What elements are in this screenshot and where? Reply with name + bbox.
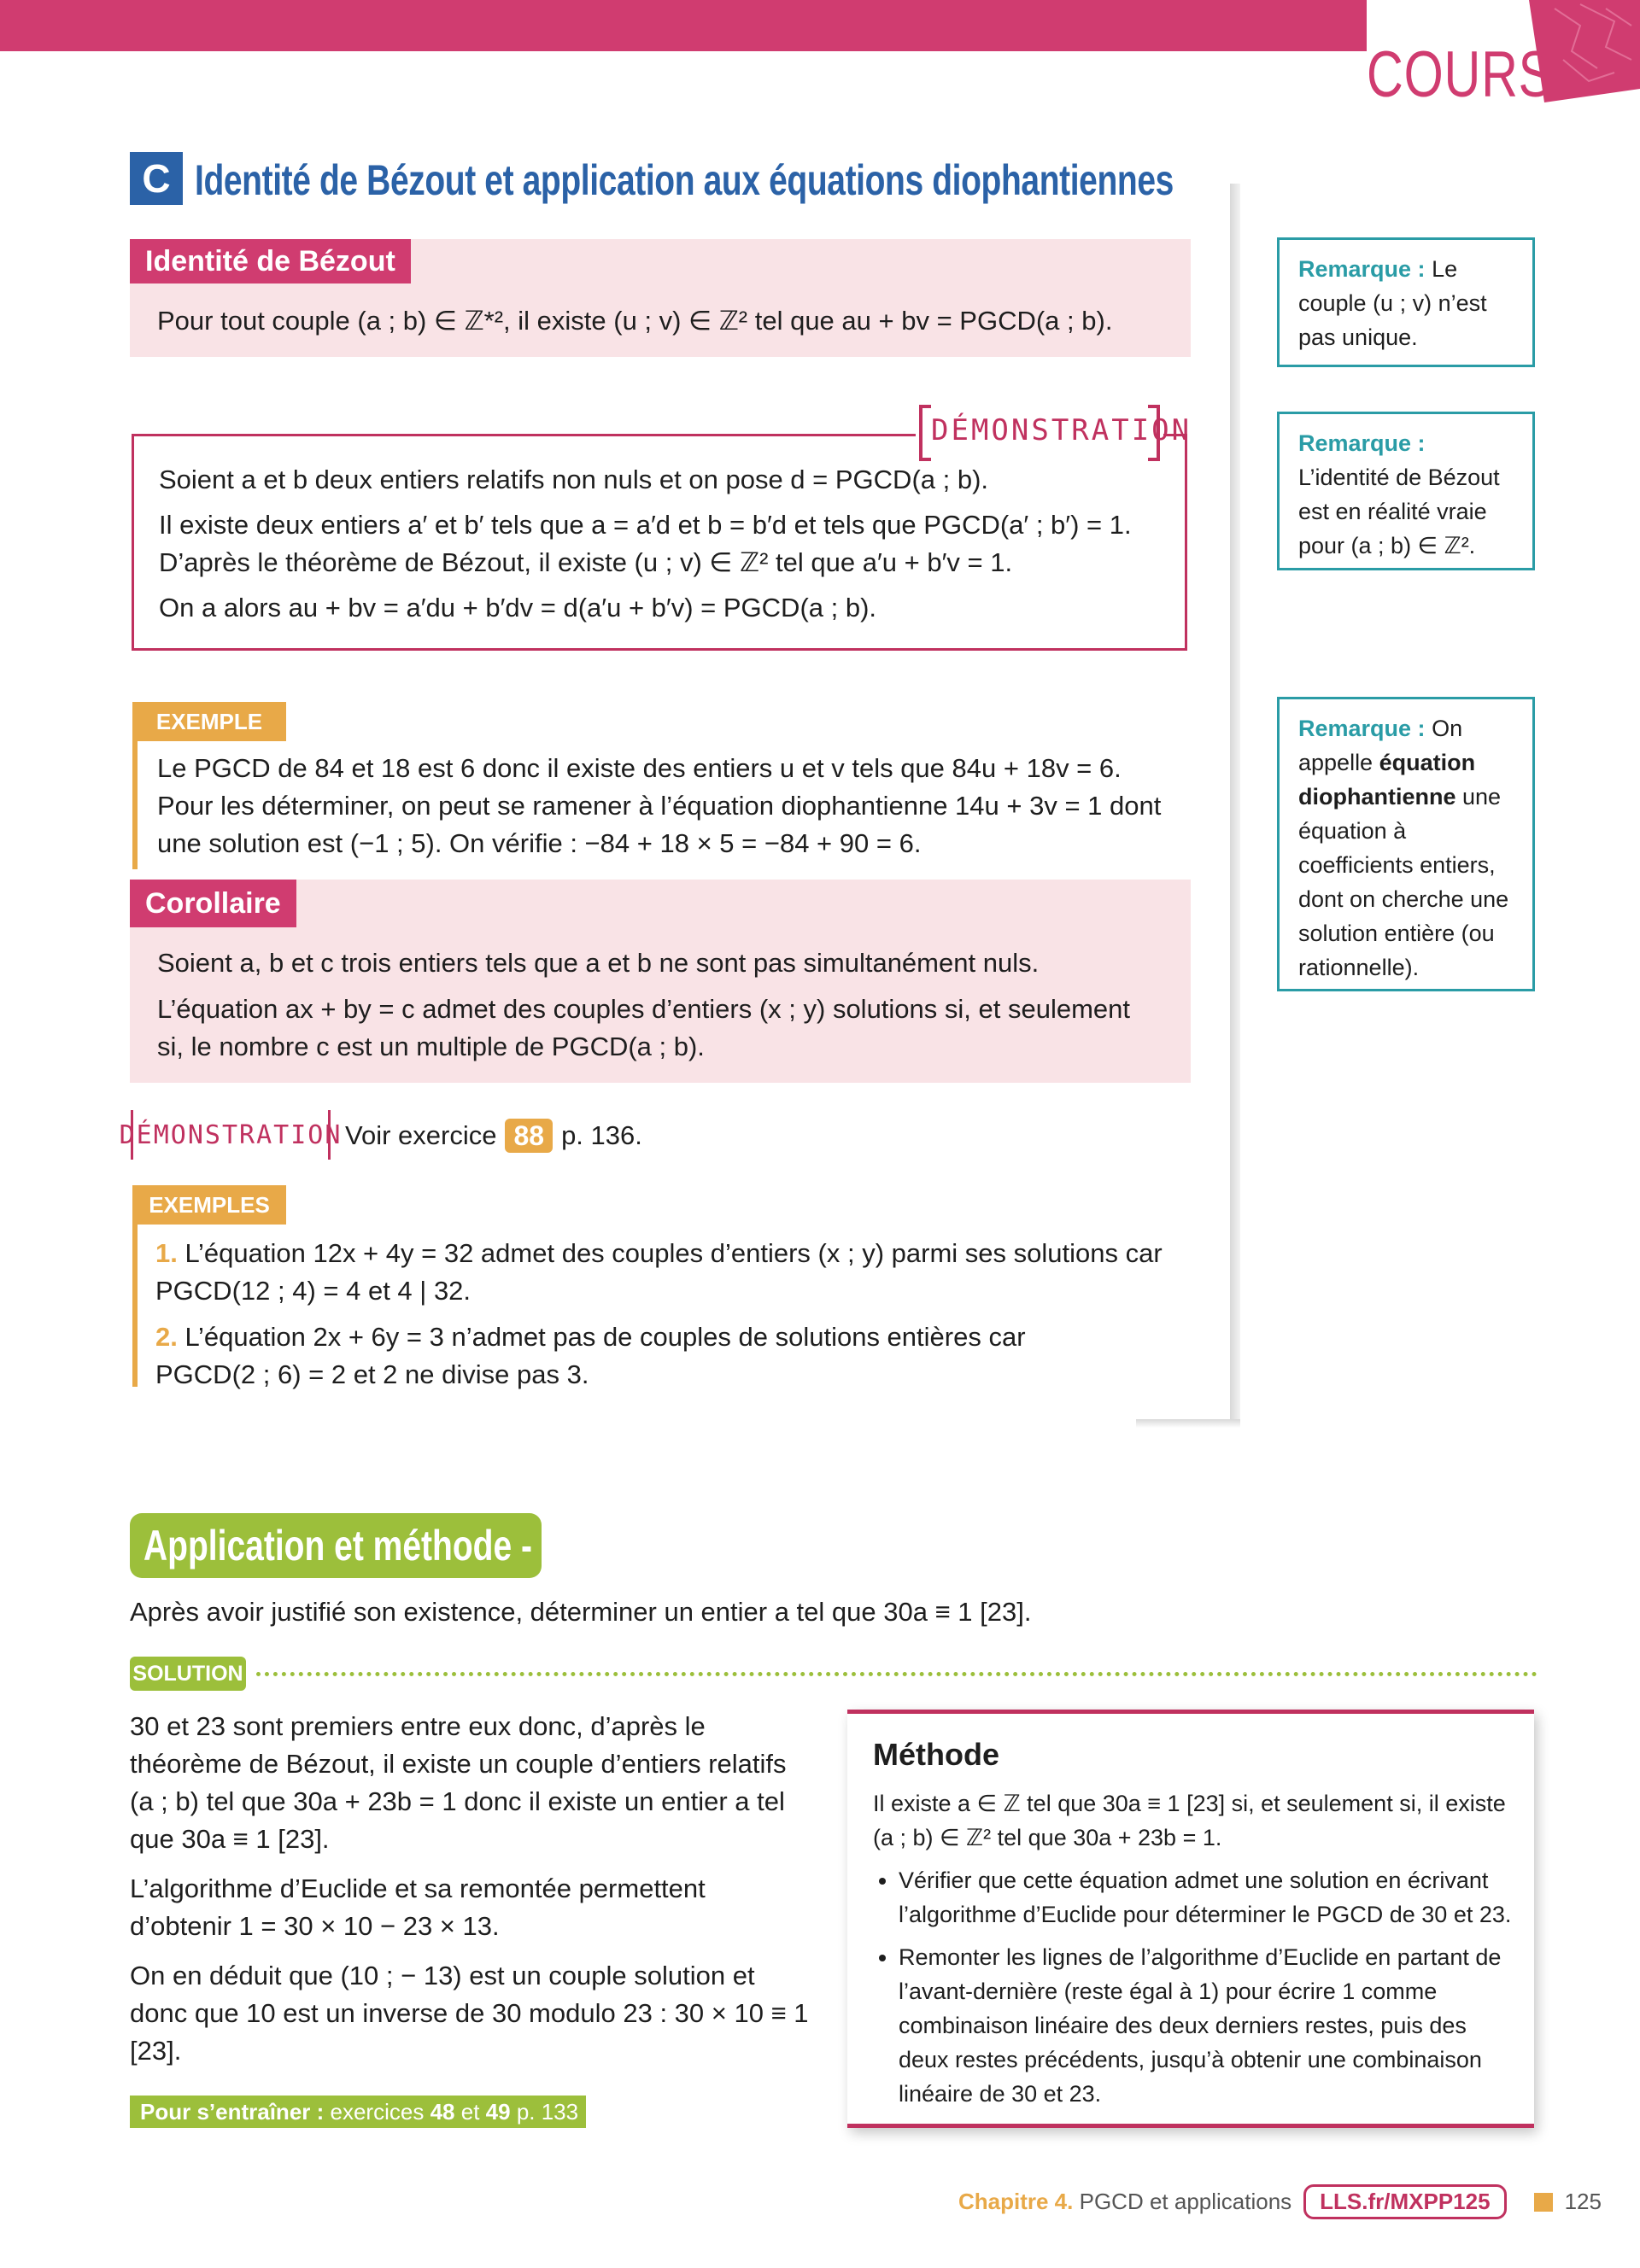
corollaire-text [157,944,1130,1074]
demonstration2-reference [345,1117,642,1154]
example-line: une solution est (−1 ; 5). On vérifie : −84 + 18 × 5 = −84 + 90 = 6. [157,828,922,858]
column-shadow-bottom [1136,1419,1240,1428]
remark-bold: équation diophantienne [1298,750,1476,810]
section-letter: C [130,152,183,205]
demo-line: D’après le théorème de Bézout, il existe (u ; v) ∈ ℤ² tel que a′u + b′v = 1. [159,547,1013,577]
training-text: exercices [330,2098,425,2125]
demonstration-text [159,461,1132,634]
example-line: Pour les déterminer, on peut se ramener à l’équation diophantienne 14u + 3v = 1 dont [157,791,1162,821]
cours-label: COURS [1367,38,1553,111]
footer-link[interactable]: LLS.fr/MXPP125 [1303,2184,1506,2219]
demonstration2-tag [119,1110,343,1160]
methode-body [873,1786,1522,2119]
example-number: 1. [155,1238,178,1268]
demo-line: Soient a et b deux entiers relatifs non nuls et on pose d = PGCD(a ; b). [159,465,989,494]
training-ex2[interactable]: 49 [485,2098,511,2125]
demonstration-tag-text: DÉMONSTRATION [931,413,1192,447]
remark-text: une équation à coefficients entiers, dont on cherche une solution entière (ou rationnelle). [1298,784,1509,980]
column-shadow [1230,184,1240,1426]
page-number: 125 [1564,2189,1602,2214]
demonstration2-tag-text: DÉMONSTRATION [119,1119,343,1150]
example-text [157,750,1161,862]
training-text: et [460,2098,480,2125]
demonstration-tag [916,401,1192,465]
example-item-cont: PGCD(12 ; 4) = 4 et 4 | 32. [155,1276,472,1306]
footer [958,2184,1602,2219]
training-ex1[interactable]: 48 [430,2098,455,2125]
example-item: L’équation 2x + 6y = 3 n’admet pas de couples de solutions entières car [184,1322,1026,1352]
example-number: 2. [155,1322,178,1352]
solution-paragraph: L’algorithme d’Euclide et sa remontée permettent d’obtenir 1 = 30 × 10 − 23 × 13. [130,1873,706,1941]
bezout-heading: Identité de Bézout [130,239,411,284]
solution-paragraph: 30 et 23 sont premiers entre eux donc, d’après le théorème de Bézout, il existe un couple d’entiers relatifs (a ; b) tel que 30a + 23b = 1 donc il existe un entier a tel que 30a ≡ 1 [23]. [130,1711,787,1854]
remark-box [1277,697,1535,991]
remark-label: Remarque : [1298,430,1426,456]
application-question: Après avoir justifié son existence, déterminer un entier a tel que 30a ≡ 1 [23]. [130,1597,1032,1627]
example-item: L’équation 12x + 4y = 32 admet des couples d’entiers (x ; y) parmi ses solutions car [184,1238,1163,1268]
exercise-88-link[interactable]: 88 [505,1119,553,1153]
remark-label: Remarque : [1298,716,1426,741]
training-page: p. 133 [516,2098,579,2125]
remark-box [1277,237,1535,367]
section-title: Identité de Bézout et application aux équations diophantiennes [195,156,1174,204]
demo-line: Il existe deux entiers a′ et b′ tels que a = a′d et b = b′d et tels que PGCD(a′ ; b′) = 1. [159,510,1132,540]
demonstration2-after: p. 136. [561,1120,642,1150]
application-title-text: Application et méthode - 6 [144,1522,560,1569]
remark-box [1277,412,1535,570]
footer-chapter-title: PGCD et applications [1079,2189,1292,2214]
corollaire-line: si, le nombre c est un multiple de PGCD(a ; b). [157,1032,705,1061]
footer-chapter-number: Chapitre 4. [958,2189,1074,2214]
solution-paragraph: On en déduit que (10 ; − 13) est un couple solution et donc que 10 est un inverse de 30 modulo 23 : 30 × 10 ≡ 1 [23]. [130,1961,809,2066]
remark-text: Le couple (u ; v) n’est pas unique. [1298,256,1487,350]
footer-chapter [958,2189,1292,2215]
methode-bullet: • Remonter les lignes de l’algorithme d’Euclide en partant de l’avant-dernière (reste égal à 1) pour écrire 1 comme combinaison linéaire des deux derniers restes, puis des deux restes précédents, jusqu’à obtenir une combinaison linéaire de 30 et 23. [899,1940,1522,2111]
remark-text: On appelle [1298,716,1463,775]
examples-text [155,1235,1163,1402]
examples-tag: EXEMPLES [132,1185,286,1225]
solution-divider [256,1672,1538,1676]
top-banner [0,0,1367,51]
example-line: Le PGCD de 84 et 18 est 6 donc il existe des entiers u et v tels que 84u + 18v = 6. [157,753,1122,783]
corollaire-heading: Corollaire [130,880,296,927]
corollaire-line: L’équation ax + by = c admet des couples d’entiers (x ; y) solutions si, et seulement [157,994,1131,1024]
training-link[interactable] [130,2096,586,2128]
remark-label: Remarque : [1298,256,1426,282]
methode-intro: Il existe a ∈ ℤ tel que 30a ≡ 1 [23] si, et seulement si, il existe (a ; b) ∈ ℤ² tel que 30a + 23b = 1. [873,1791,1506,1850]
example-tag: EXEMPLE [132,702,286,741]
methode-bullet: • Vérifier que cette équation admet une solution en écrivant l’algorithme d’Euclide pour déterminer le PGCD de 30 et 23. [899,1863,1522,1932]
application-title [130,1513,560,1578]
footer-square-icon [1534,2193,1553,2212]
training-label: Pour s’entraîner : [140,2098,325,2125]
remark-text: L’identité de Bézout est en réalité vraie pour (a ; b) ∈ ℤ². [1298,465,1500,558]
corollaire-line: Soient a, b et c trois entiers tels que a et b ne sont pas simultanément nuls. [157,948,1040,978]
bezout-statement: Pour tout couple (a ; b) ∈ ℤ*², il existe (u ; v) ∈ ℤ² tel que au + bv = PGCD(a ; b). [157,306,1113,336]
solution-tag: SOLUTION [130,1657,246,1691]
example-item-cont: PGCD(2 ; 6) = 2 et 2 ne divise pas 3. [155,1359,589,1389]
methode-title: Méthode [873,1737,999,1772]
demo-line: On a alors au + bv = a′du + b′dv = d(a′u + b′v) = PGCD(a ; b). [159,593,877,623]
solution-text [130,1708,813,2082]
demonstration2-before: Voir exercice [345,1120,497,1150]
